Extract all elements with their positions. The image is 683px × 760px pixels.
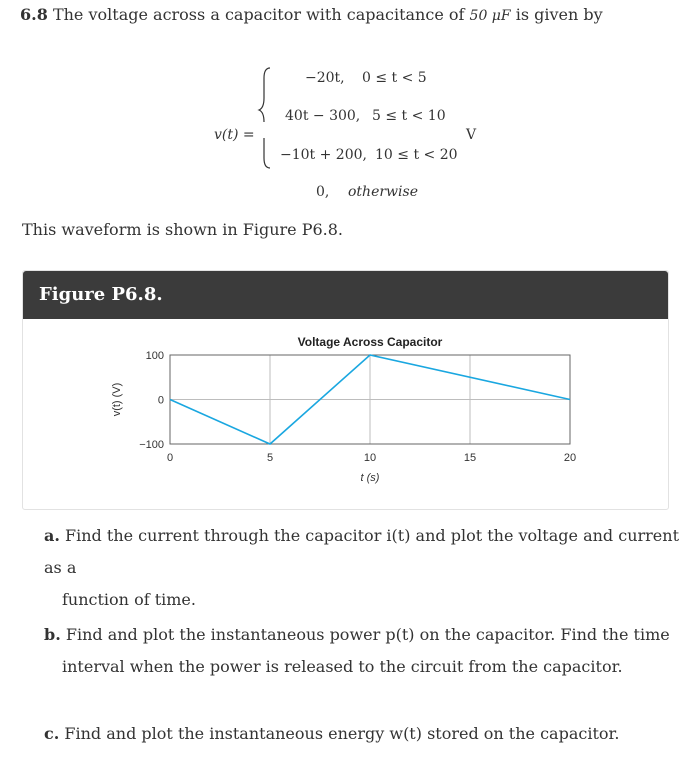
- case-4-expr: 0,: [316, 184, 330, 200]
- case-1-expr: −20t,: [305, 70, 345, 86]
- problem-text-after: is given by: [515, 5, 603, 24]
- question-b-line1: Find and plot the instantaneous power p(t) on the capacitor. Find the time: [65, 625, 670, 644]
- case-4-cond: otherwise: [348, 184, 418, 200]
- case-2-expr: 40t − 300,: [285, 108, 361, 124]
- case-3-cond: 10 ≤ t < 20: [375, 147, 458, 163]
- x-tick-label-2: 10: [363, 452, 377, 464]
- y-axis-label: v(t) (V): [111, 382, 123, 417]
- question-a-line2: function of time.: [62, 590, 196, 609]
- equation-lhs: v(t) =: [214, 127, 255, 143]
- case-2-cond: 5 ≤ t < 10: [372, 108, 446, 124]
- question-b-label: b.: [44, 625, 61, 644]
- question-c: [44, 718, 620, 750]
- y-tick-label-0: 100: [145, 350, 164, 362]
- x-tick-label-4: 20: [563, 452, 577, 464]
- case-1-cond: 0 ≤ t < 5: [362, 70, 427, 86]
- x-tick-label-1: 5: [266, 452, 274, 464]
- problem-number: 6.8: [20, 5, 48, 24]
- problem-text-before: The voltage across a capacitor with capacitance of: [52, 5, 465, 24]
- question-a-line1: Find the current through the capacitor i(t) and plot the voltage and current as a: [44, 526, 679, 577]
- case-3-expr: −10t + 200,: [280, 147, 367, 163]
- chart-title: Voltage Across Capacitor: [297, 335, 443, 349]
- question-a-label: a.: [44, 526, 60, 545]
- question-c-label: c.: [44, 724, 60, 743]
- capacitance-value: 50 μF: [469, 8, 511, 24]
- x-axis-label: t (s): [360, 472, 380, 484]
- figure-title: Figure P6.8.: [39, 284, 163, 305]
- x-tick-label-3: 15: [463, 452, 477, 464]
- x-tick-label-0: 0: [166, 452, 174, 464]
- question-b: [44, 619, 670, 683]
- question-b-line2: interval when the power is released to the circuit from the capacitor.: [62, 657, 623, 676]
- y-tick-label-2: −100: [139, 439, 164, 451]
- equation-unit: V: [466, 127, 477, 143]
- intro-text: This waveform is shown in Figure P6.8.: [22, 220, 344, 239]
- y-tick-label-1: 0: [157, 394, 164, 407]
- question-c-line1: Find and plot the instantaneous energy w(t) stored on the capacitor.: [64, 724, 620, 743]
- question-a: [44, 520, 683, 616]
